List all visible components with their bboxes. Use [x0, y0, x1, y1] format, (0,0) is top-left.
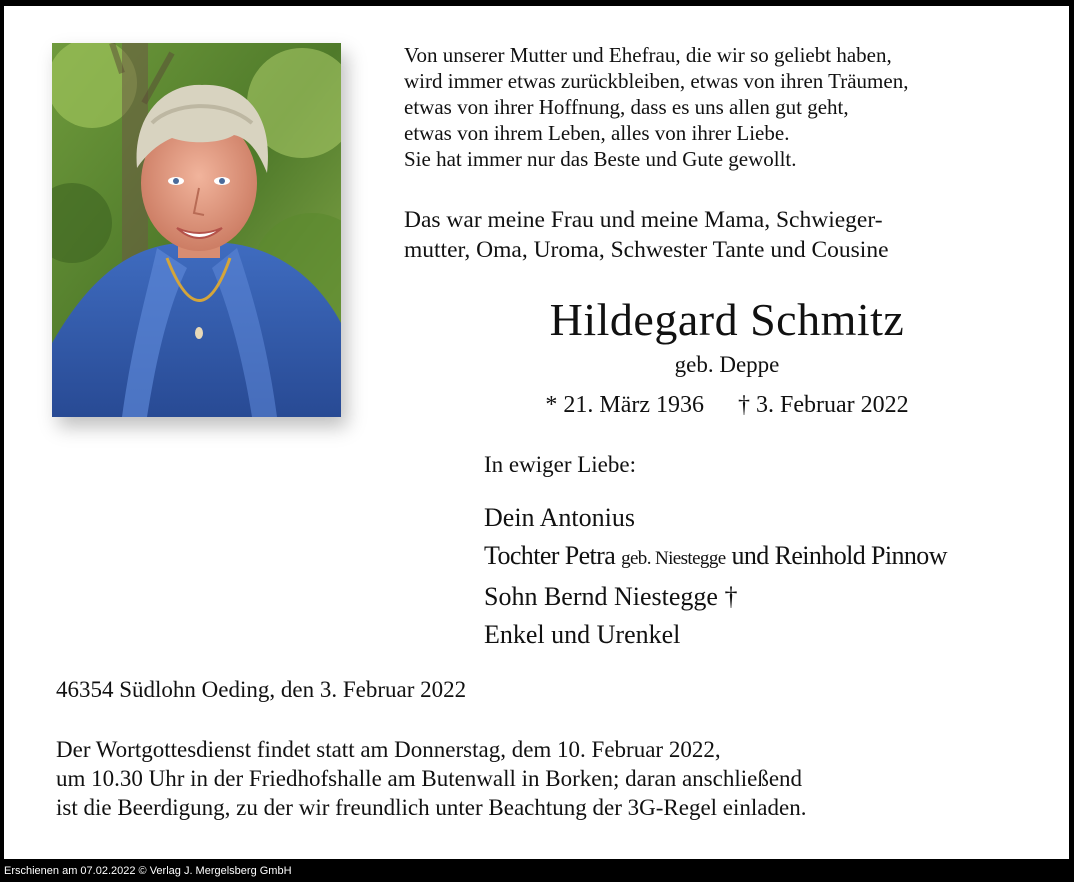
mourner-maiden-name: geb. Niestegge — [621, 548, 726, 569]
service-line: ist die Beerdigung, zu der wir freundlich unter Beachtung der 3G-Regel einladen. — [56, 795, 807, 820]
family-intro — [404, 205, 1054, 265]
poem-line: wird immer etwas zurückbleiben, etwas von ihren Träumen, — [404, 69, 909, 93]
mourner-line: Sohn Bernd Niestegge † — [484, 582, 738, 611]
service-line: um 10.30 Uhr in der Friedhofshalle am Butenwall in Borken; daran anschließend — [56, 766, 803, 791]
mourner-line — [484, 537, 947, 578]
poem — [404, 42, 1044, 172]
place-date: 46354 Südlohn Oeding, den 3. Februar 2022 — [56, 677, 467, 702]
poem-line: etwas von ihrer Hoffnung, dass es uns allen gut geht, — [404, 95, 849, 119]
mourner-name: Tochter Petra — [484, 541, 616, 570]
mourner-line: Enkel und Urenkel — [484, 620, 681, 649]
poem-line: Von unserer Mutter und Ehefrau, die wir so geliebt haben, — [404, 43, 892, 67]
mourners-intro: In ewiger Liebe: — [484, 452, 636, 477]
portrait-photo — [52, 43, 341, 417]
maiden-name: geb. Deppe — [674, 352, 780, 377]
mourner-line: Dein Antonius — [484, 503, 635, 532]
death-date: † 3. Februar 2022 — [738, 392, 909, 418]
service-info — [56, 735, 806, 822]
publication-footer: Erschienen am 07.02.2022 © Verlag J. Mergelsberg GmbH — [4, 865, 292, 877]
mourner-name: und Reinhold Pinnow — [731, 541, 947, 570]
family-intro-line: mutter, Oma, Uroma, Schwester Tante und Cousine — [404, 237, 889, 263]
life-dates — [404, 390, 1050, 420]
family-intro-line: Das war meine Frau und meine Mama, Schwieger- — [404, 207, 883, 233]
poem-line: etwas von ihrem Leben, alles von ihrer Liebe. — [404, 121, 790, 145]
poem-line: Sie hat immer nur das Beste und Gute gewollt. — [404, 147, 797, 171]
deceased-name: Hildegard Schmitz — [549, 294, 905, 345]
service-line: Der Wortgottesdienst findet statt am Donnerstag, dem 10. Februar 2022, — [56, 737, 721, 762]
birth-date: * 21. März 1936 — [545, 392, 704, 418]
mourners-list — [484, 499, 947, 654]
